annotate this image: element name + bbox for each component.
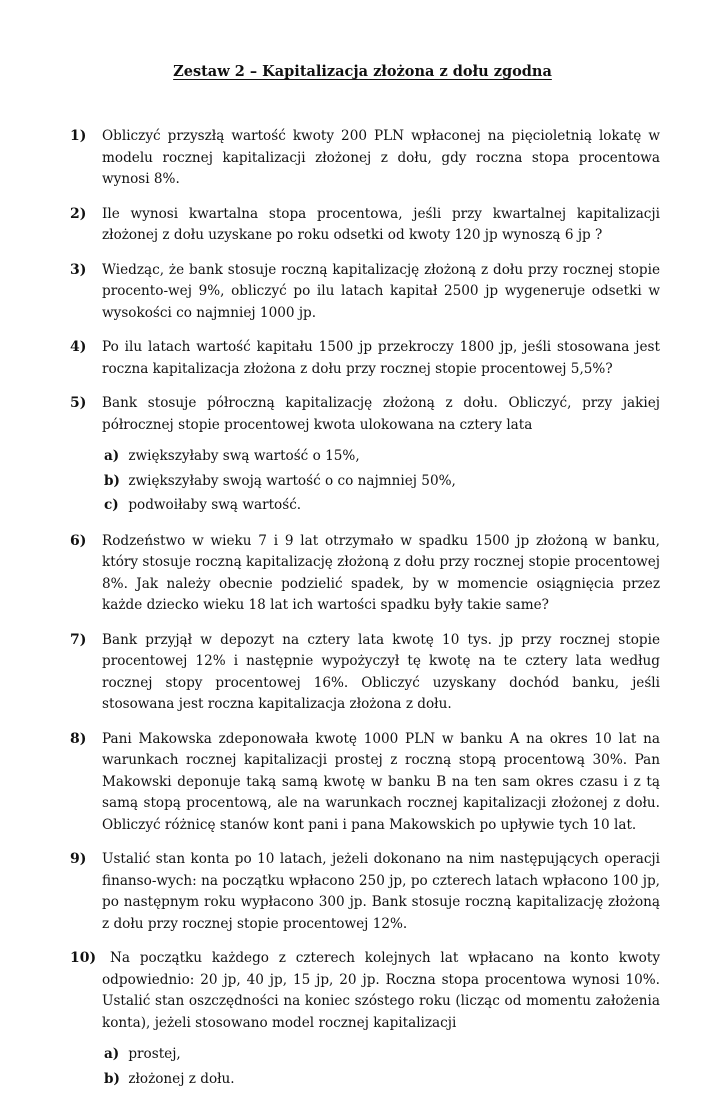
problem-number: 1) — [70, 128, 87, 144]
subproblem-label: b) — [104, 1070, 120, 1087]
problem-item — [70, 337, 660, 380]
problem-item — [70, 948, 660, 1091]
problem-text: Wiedząc, że bank stosuje roczną kapitalizację złożoną z dołu przy rocznej stopie procento-wej 9%, obliczyć po ilu latach kapitał 2500 jp wygeneruje odsetki w wysokości co najmniej 1000 jp. — [102, 261, 660, 321]
problem-number: 7) — [70, 631, 87, 648]
problem-item — [70, 260, 660, 325]
title-text: Zestaw 2 – Kapitalizacja złożona z dołu zgodna — [173, 63, 552, 80]
problem-text: Ile wynosi kwartalna stopa procentowa, jeśli przy kwartalnej kapitalizacji złożonej z dołu uzyskane po roku odsetki od kwoty 120 jp wynoszą 6 jp ? — [102, 205, 660, 243]
subproblem-label: b) — [104, 472, 120, 489]
problem-item — [70, 393, 660, 518]
subproblem-text: zwiększyłaby swą wartość o 15%, — [128, 448, 360, 464]
problem-item — [70, 630, 660, 716]
subproblem-item — [104, 1067, 660, 1092]
subproblem-label: a) — [104, 1046, 120, 1062]
problem-item — [70, 531, 660, 617]
problem-item — [70, 204, 660, 247]
problem-text: Bank przyjął w depozyt na cztery lata kwotę 10 tys. jp przy rocznej stopie procentowej 12% i następnie wypożyczył tę kwotę na te cztery lata według rocznej stopy procentowej 16%. Obliczyć uzyskany dochód banku, jeśli stosowana jest roczna kapitalizacja złożona z dołu. — [102, 631, 660, 712]
problem-text: Obliczyć przyszłą wartość kwoty 200 PLN wpłaconej na pięcioletnią lokatę w modelu rocznej kapitalizacji złożonej z dołu, gdy roczna stopa procentowa wynosi 8%. — [102, 128, 660, 187]
problem-item — [70, 126, 660, 191]
problem-item — [70, 849, 660, 935]
problem-text: Po ilu latach wartość kapitału 1500 jp przekroczy 1800 jp, jeśli stosowana jest roczna kapitalizacja złożona z dołu przy rocznej stopie procentowej 5,5%? — [102, 339, 660, 377]
problem-text: Na początku każdego z czterech kolejnych lat wpłacano na konto kwoty odpowiednio: 20 jp, 40 jp, 15 jp, 20 jp. Roczna stopa procentowa wynosi 10%. Ustalić stan oszczędności na koniec szóstego roku (licząc od momentu założenia konta), jeżeli stosowano model rocznej kapitalizacji — [102, 950, 660, 1031]
subproblem-text: złożonej z dołu. — [128, 1070, 235, 1087]
subproblem-list — [104, 444, 660, 518]
subproblem-text: prostej, — [128, 1046, 181, 1062]
problem-item — [70, 729, 660, 837]
problem-number: 2) — [70, 205, 87, 222]
problem-number: 6) — [70, 532, 87, 549]
problem-text: Pani Makowska zdeponowała kwotę 1000 PLN w banku A na okres 10 lat na warunkach rocznej kapitalizacji prostej z roczną stopą procentową 30%. Pan Makowski deponuje taką samą kwotę w banku B na ten sam okres czasu i z tą samą stopą procentową, ale na warunkach rocznej kapitalizacji złożonej z dołu. Obliczyć różnicę stanów kont pani i pana Makowskich po upływie tych 10 lat. — [102, 730, 660, 833]
subproblem-text: zwiększyłaby swoją wartość o co najmniej 50%, — [128, 472, 456, 489]
problem-list — [70, 126, 660, 1104]
problem-number: 10) — [70, 950, 97, 966]
subproblem-label: c) — [104, 497, 119, 513]
problem-number: 9) — [70, 851, 87, 867]
subproblem-item — [104, 444, 660, 469]
subproblem-item — [104, 493, 660, 518]
problem-text: Rodzeństwo w wieku 7 i 9 lat otrzymało w spadku 1500 jp złożoną w banku, który stosuje roczną kapitalizację złożoną z dołu przy rocznej stopie procentowej 8%. Jak należy obecnie podzielić spadek, by w momencie osiągnięcia przez każde dziecko wieku 18 lat ich wartości spadku były takie same? — [102, 532, 660, 613]
subproblem-list — [104, 1042, 660, 1091]
problem-text: Ustalić stan konta po 10 latach, jeżeli dokonano na nim następujących operacji finanso-wych: na początku wpłacono 250 jp, po czterech latach wpłacono 100 jp, po następnym roku wypłacono 300 jp. Bank stosuje roczną kapitalizację złożoną z dołu przy rocznej stopie procentowej 12%. — [102, 851, 660, 932]
problem-number: 8) — [70, 730, 87, 747]
problem-text: Bank stosuje półroczną kapitalizację złożoną z dołu. Obliczyć, przy jakiej półrocznej stopie procentowej kwota ulokowana na cztery lata — [102, 395, 660, 433]
document-title — [0, 63, 725, 80]
problem-number: 5) — [70, 395, 87, 411]
subproblem-item — [104, 469, 660, 494]
subproblem-label: a) — [104, 448, 120, 464]
subproblem-text: podwoiłaby swą wartość. — [128, 497, 302, 513]
subproblem-item — [104, 1042, 660, 1067]
problem-number: 4) — [70, 339, 87, 355]
problem-number: 3) — [70, 261, 87, 278]
